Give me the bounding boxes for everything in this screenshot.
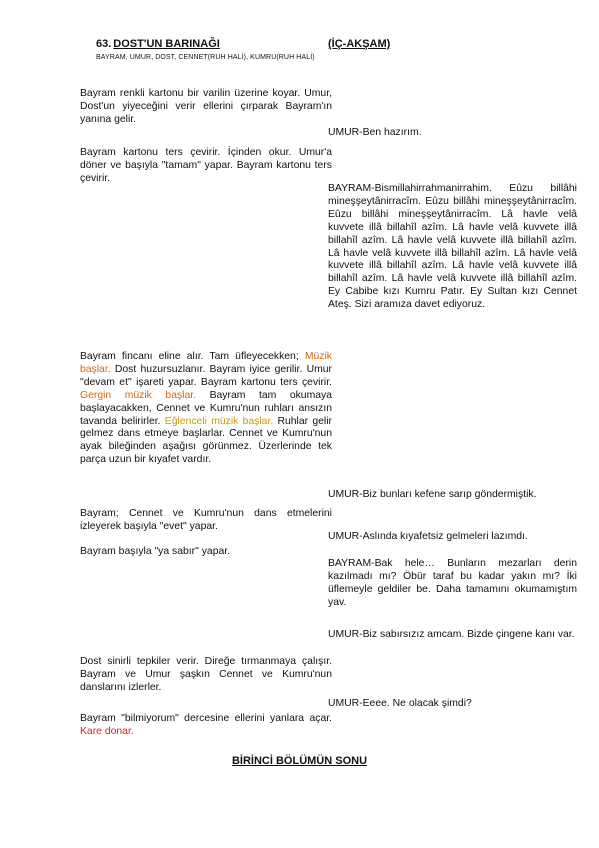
scene-title: DOST'UN BARINAĞI bbox=[113, 38, 220, 50]
action-text: Bayram tam okumaya başlayacakken, Cennet ve Kumru'nun ruhları ansızın tavanda belirirler. bbox=[80, 389, 332, 427]
dialogue-block: UMUR-Ben hazırım. bbox=[328, 127, 422, 138]
music-cue: Gergin müzik başlar. bbox=[80, 389, 197, 401]
dialogue-block: UMUR-Aslında kıyafetsiz gelmeleri lazımdı. bbox=[328, 531, 528, 542]
action-block: Dost sinirli tepkiler verir. Direğe tırmanmaya çalışır. Bayram ve Umur şaşkın Cennet ve Kumru'nun danslarını izlerler. bbox=[80, 656, 332, 693]
action-text: Ruhlar gelir gelmez dans etmeye başlarlar. Cennet ve Kumru'nun ayak bileğinden aşağısı görünmez. Üzerlerinde tek parça uzun bir kıyafet vardır. bbox=[80, 415, 333, 466]
scene-location: (İÇ-AKŞAM) bbox=[328, 38, 391, 50]
scene-heading bbox=[96, 38, 391, 50]
scene-cast: BAYRAM, UMUR, DOST, CENNET(RUH HALİ), KUMRU(RUH HALİ) bbox=[96, 54, 315, 61]
action-text: Dost huzursuzlanır. Bayram iyice gerilir. Umur "devam et" işareti yapar. Bayram kartonu ters çevirir. bbox=[80, 363, 332, 388]
dialogue-block: BAYRAM-Bak hele… Bunların mezarları derin kazılmadı mı? Öbür taraf bu kadar yakın mı? İki üflemeyle geldiler be. Daha tamamını okumamıştım yav. bbox=[328, 558, 577, 608]
music-cue: Müzik başlar. bbox=[80, 351, 332, 375]
action-text: Bayram "bilmiyorum" dercesine ellerini yanlara açar. bbox=[80, 713, 332, 724]
action-block: Bayram kartonu ters çevirir. İçinden okur. Umur'a döner ve başıyla "tamam" yapar. Bayram kartonu ters çevirir. bbox=[80, 147, 332, 184]
dialogue-block: BAYRAM-Bismillahirrahmanirrahim. Eûzu billâhi mineşşeytânirracîm. Eûzu billâhi mineşşeytânirracîm. Eûzu billâhi mineşşeytânirracîm. Lâ havle velâ kuvvete illâ billahîl azîm. Lâ havle velâ kuvvete illâ billahîl azîm. Lâ havle velâ kuvvete illâ billahîl azîm. Lâ havle velâ kuvvete illâ billahîl azîm. Lâ havle velâ kuvvete illâ billahîl azîm. Lâ havle velâ kuvvete illâ billahîl azîm. Lâ havle velâ kuvvete illâ billahîl azîm. Ey Cabibe kızı Kumru Patır. Ey Sultan kızı Cennet Ateş. Sizi aramıza davet ediyoruz. bbox=[328, 183, 577, 311]
episode-end-label: BİRİNCİ BÖLÜMÜN SONU bbox=[231, 755, 368, 767]
dialogue-block: UMUR-Eeee. Ne olacak şimdi? bbox=[328, 698, 472, 709]
scene-number: 63. bbox=[96, 38, 112, 50]
action-text: Bayram fincanı eline alır. Tam üfleyecekken; bbox=[80, 351, 305, 362]
action-block: Bayram başıyla "ya sabır" yapar. bbox=[80, 546, 231, 557]
music-cue: Eğlenceli müzik başlar. bbox=[164, 415, 274, 427]
action-block bbox=[80, 713, 332, 739]
dialogue-block: UMUR-Biz bunları kefene sarıp göndermiştik. bbox=[328, 489, 537, 500]
dialogue-block: UMUR-Biz sabırsızız amcam. Bizde çingene kanı var. bbox=[328, 629, 575, 640]
action-block: Bayram; Cennet ve Kumru'nun dans etmelerini izleyerek başıyla "evet" yapar. bbox=[80, 508, 332, 532]
freeze-cue: Kare donar. bbox=[80, 725, 134, 737]
action-block: Bayram renkli kartonu bir varilin üzerine koyar. Umur, Dost'un yiyeceğini verir ellerini çırparak Bayram'ın yanına gelir. bbox=[80, 88, 332, 125]
action-block bbox=[80, 351, 332, 467]
